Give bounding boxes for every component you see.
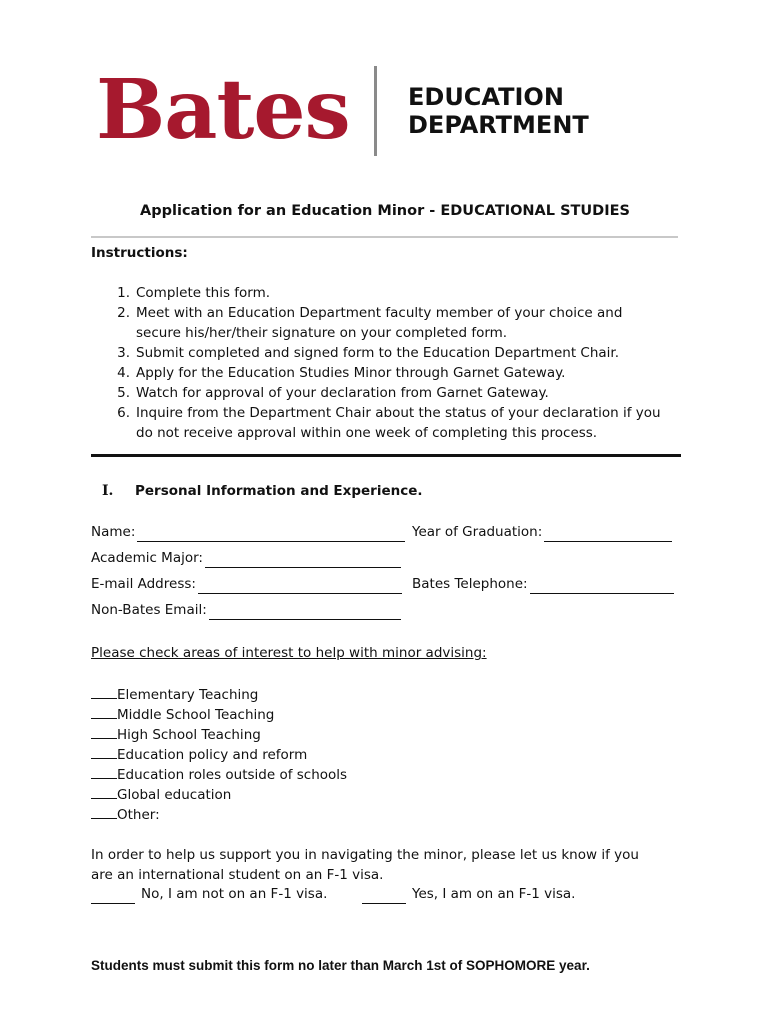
academic-major-label: Academic Major: <box>91 550 203 566</box>
name-label: Name: <box>91 524 136 540</box>
graduation-year-label: Year of Graduation: <box>412 524 543 540</box>
interest-check-blank[interactable] <box>91 805 117 819</box>
email-label: E-mail Address: <box>91 576 196 592</box>
interest-item[interactable]: Global education <box>91 785 347 805</box>
department-line-1: EDUCATION <box>408 83 564 111</box>
interest-item[interactable]: Other: <box>91 805 347 825</box>
interest-check-blank[interactable] <box>91 725 117 739</box>
instructions-heading: Instructions: <box>91 245 188 261</box>
visa-yes-blank[interactable] <box>362 889 406 904</box>
bates-logo: Bates <box>96 62 350 158</box>
section-divider <box>91 454 681 457</box>
instruction-step: 1. Complete this form. <box>117 285 271 301</box>
telephone-label: Bates Telephone: <box>412 576 528 592</box>
interest-item[interactable]: High School Teaching <box>91 725 347 745</box>
graduation-year-field[interactable] <box>412 522 672 542</box>
academic-major-input-line[interactable] <box>205 553 401 568</box>
non-bates-email-field[interactable] <box>91 600 401 620</box>
email-field[interactable] <box>91 574 402 594</box>
section-number: I. <box>102 483 114 499</box>
visa-option-no[interactable]: No, I am not on an F-1 visa. <box>91 884 327 904</box>
interest-check-blank[interactable] <box>91 705 117 719</box>
interest-item[interactable]: Education roles outside of schools <box>91 765 347 785</box>
interest-item[interactable]: Education policy and reform <box>91 745 347 765</box>
section-title: Personal Information and Experience. <box>135 483 423 499</box>
interest-check-blank[interactable] <box>91 765 117 779</box>
interest-check-blank[interactable] <box>91 785 117 799</box>
instruction-step: 4. Apply for the Education Studies Minor through Garnet Gateway. <box>117 365 566 381</box>
logo-divider <box>374 66 377 156</box>
instruction-step: 3. Submit completed and signed form to the Education Department Chair. <box>117 345 620 361</box>
interest-item[interactable]: Middle School Teaching <box>91 705 347 725</box>
department-name <box>408 83 589 139</box>
graduation-year-input-line[interactable] <box>544 527 672 542</box>
interest-item[interactable]: Elementary Teaching <box>91 685 347 705</box>
instruction-step: 2. Meet with an Education Department faculty member of your choice and secure his/her/their signature on your completed form. <box>117 305 623 341</box>
interest-check-blank[interactable] <box>91 745 117 759</box>
academic-major-field[interactable] <box>91 548 401 568</box>
interests-list <box>91 685 347 825</box>
visa-option-yes[interactable]: Yes, I am on an F-1 visa. <box>362 884 575 904</box>
name-input-line[interactable] <box>137 527 405 542</box>
instruction-step: 5. Watch for approval of your declaration from Garnet Gateway. <box>117 385 549 401</box>
non-bates-email-label: Non-Bates Email: <box>91 602 207 618</box>
interests-heading: Please check areas of interest to help with minor advising: <box>91 645 487 661</box>
name-field[interactable] <box>91 522 405 542</box>
non-bates-email-input-line[interactable] <box>209 605 401 620</box>
department-line-2: DEPARTMENT <box>408 111 589 139</box>
instructions-list <box>106 283 706 443</box>
title-rule <box>91 236 678 238</box>
visa-no-blank[interactable] <box>91 889 135 904</box>
telephone-input-line[interactable] <box>530 579 674 594</box>
international-question: In order to help us support you in navigating the minor, please let us know if you are an international student on an F-1 visa. <box>91 847 639 883</box>
deadline-notice: Students must submit this form no later than March 1st of SOPHOMORE year. <box>91 958 590 973</box>
form-title: Application for an Education Minor - EDUCATIONAL STUDIES <box>140 203 630 219</box>
email-input-line[interactable] <box>198 579 402 594</box>
instruction-step: 6. Inquire from the Department Chair about the status of your declaration if you do not receive approval within one week of completing this process. <box>117 405 661 441</box>
interest-check-blank[interactable] <box>91 685 117 699</box>
telephone-field[interactable] <box>412 574 674 594</box>
